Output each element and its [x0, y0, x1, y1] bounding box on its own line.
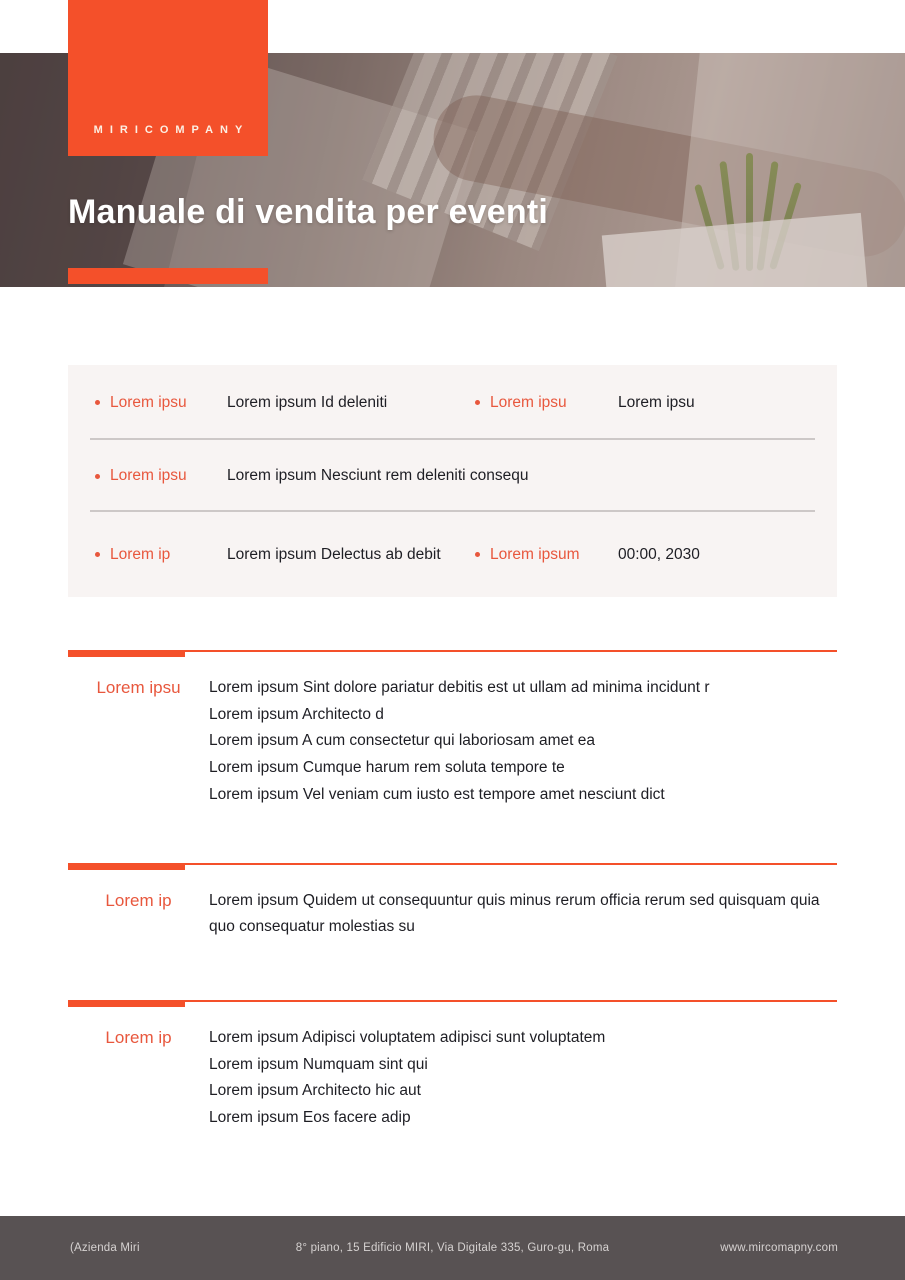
info-item-label [475, 546, 618, 564]
section-line: Lorem ipsum Architecto hic aut [209, 1082, 421, 1100]
section-lines [209, 675, 837, 809]
footer-address: 8° piano, 15 Edificio MIRI, Via Digitale 335, Guro-gu, Roma [295, 1242, 610, 1254]
page-footer [0, 1216, 905, 1280]
section-rule-accent [68, 865, 185, 870]
info-label-text: Lorem ipsu [110, 467, 187, 484]
info-item-value: Lorem ipsum Nesciunt rem deleniti consequ [227, 467, 529, 484]
section-rule [68, 650, 837, 658]
content-section [68, 650, 837, 809]
footer-company: (Azienda Miri [70, 1242, 140, 1254]
info-item-value: Lorem ipsum Id deleniti [227, 393, 388, 411]
section-rule-accent [68, 1002, 185, 1007]
info-item-label [95, 546, 227, 564]
hero-header [0, 0, 905, 287]
bullet-icon [95, 552, 100, 557]
info-item-label [475, 394, 618, 412]
info-row [68, 512, 837, 597]
brand-logo-block [68, 0, 268, 156]
info-item-value: 00:00, 2030 [618, 545, 700, 563]
section-line: Lorem ipsum Adipisci voluptatem adipisci sunt voluptatem [209, 1028, 606, 1046]
info-label-text: Lorem ipsu [110, 393, 187, 411]
bullet-icon [475, 552, 480, 557]
section-rule [68, 1000, 837, 1008]
section-label: Lorem ip [105, 890, 172, 910]
page-title: Manuale di vendita per eventi [68, 193, 549, 231]
bullet-icon [95, 400, 100, 405]
section-rule [68, 863, 837, 871]
brand-name: MIRICOMPANY [93, 124, 250, 136]
info-box [68, 365, 837, 597]
info-row [68, 440, 837, 512]
section-label: Lorem ip [105, 1027, 172, 1047]
info-item-label [95, 394, 227, 412]
content-section [68, 863, 837, 941]
bullet-icon [475, 400, 480, 405]
info-item-value: Lorem ipsum Delectus ab debit [227, 545, 441, 563]
section-line: Lorem ipsum A cum consectetur qui laboriosam amet ea [209, 732, 595, 750]
info-label-text: Lorem ipsu [490, 393, 567, 411]
section-rule-accent [68, 652, 185, 657]
section-line: Lorem ipsum Sint dolore pariatur debitis est ut ullam ad minima incidunt r [209, 679, 710, 696]
section-line: Lorem ipsum Cumque harum rem soluta tempore te [209, 759, 565, 777]
section-line: Lorem ipsum Architecto d [209, 705, 384, 723]
info-label-text: Lorem ip [110, 545, 171, 563]
section-line: Lorem ipsum Quidem ut consequuntur quis minus rerum officia rerum sed quisquam quia quo consequatur molestias su [209, 891, 820, 936]
bullet-icon [95, 474, 100, 479]
section-line: Lorem ipsum Eos facere adip [209, 1109, 411, 1127]
info-row [68, 365, 837, 440]
content-section [68, 1000, 837, 1132]
content-sections [68, 650, 837, 1186]
section-line: Lorem ipsum Numquam sint qui [209, 1055, 428, 1073]
footer-website: www.mircomapny.com [720, 1242, 838, 1254]
info-item-label [95, 467, 227, 485]
section-lines [209, 888, 837, 941]
info-label-text: Lorem ipsum [490, 545, 580, 563]
title-accent-bar [68, 268, 268, 284]
section-label: Lorem ipsu [96, 678, 181, 697]
section-lines [209, 1025, 837, 1132]
section-line: Lorem ipsum Vel veniam cum iusto est tempore amet nesciunt dict [209, 785, 665, 803]
info-item-value: Lorem ipsu [618, 393, 695, 411]
